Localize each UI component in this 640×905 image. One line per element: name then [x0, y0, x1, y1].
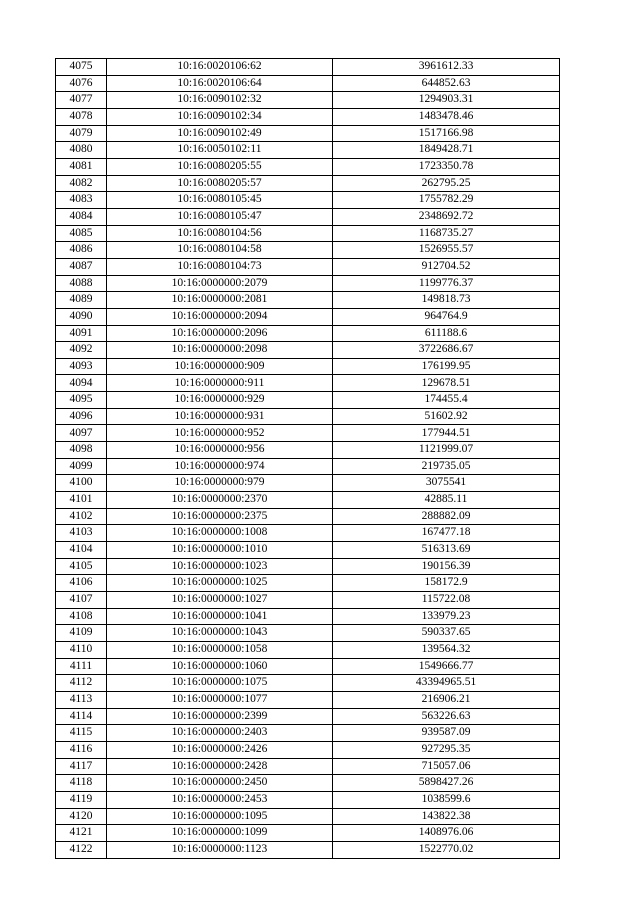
value-cell: 715057.06 — [333, 758, 560, 775]
table-row — [56, 542, 560, 559]
row-number-cell: 4104 — [56, 542, 107, 559]
table-row — [56, 158, 560, 175]
cadastral-number-cell: 10:16:0000000:1075 — [107, 675, 333, 692]
cadastral-number-cell: 10:16:0000000:929 — [107, 392, 333, 409]
cadastral-number-cell: 10:16:0000000:2370 — [107, 492, 333, 509]
table-row — [56, 525, 560, 542]
table-row — [56, 442, 560, 459]
table-row — [56, 475, 560, 492]
cadastral-number-cell: 10:16:0000000:2450 — [107, 775, 333, 792]
table-row — [56, 242, 560, 259]
cadastral-number-cell: 10:16:0090102:34 — [107, 108, 333, 125]
row-number-cell: 4087 — [56, 258, 107, 275]
table-row — [56, 675, 560, 692]
cadastral-number-cell: 10:16:0000000:2094 — [107, 308, 333, 325]
cadastral-number-cell: 10:16:0000000:1077 — [107, 691, 333, 708]
cadastral-number-cell: 10:16:0020106:62 — [107, 59, 333, 76]
table-row — [56, 825, 560, 842]
row-number-cell: 4095 — [56, 392, 107, 409]
row-number-cell: 4120 — [56, 808, 107, 825]
cadastral-number-cell: 10:16:0000000:1041 — [107, 608, 333, 625]
cadastral-number-cell: 10:16:0000000:2375 — [107, 508, 333, 525]
row-number-cell: 4076 — [56, 75, 107, 92]
row-number-cell: 4097 — [56, 425, 107, 442]
row-number-cell: 4092 — [56, 342, 107, 359]
table-row — [56, 741, 560, 758]
cadastral-number-cell: 10:16:0000000:2079 — [107, 275, 333, 292]
table-row — [56, 641, 560, 658]
row-number-cell: 4091 — [56, 325, 107, 342]
row-number-cell: 4122 — [56, 841, 107, 858]
value-cell: 563226.63 — [333, 708, 560, 725]
table-row — [56, 508, 560, 525]
row-number-cell: 4098 — [56, 442, 107, 459]
cadastral-number-cell: 10:16:0000000:1123 — [107, 841, 333, 858]
value-cell: 288882.09 — [333, 508, 560, 525]
value-cell: 590337.65 — [333, 625, 560, 642]
table-row — [56, 258, 560, 275]
row-number-cell: 4103 — [56, 525, 107, 542]
row-number-cell: 4082 — [56, 175, 107, 192]
value-cell: 262795.25 — [333, 175, 560, 192]
table-row — [56, 775, 560, 792]
table-row — [56, 308, 560, 325]
table-row — [56, 192, 560, 209]
row-number-cell: 4094 — [56, 375, 107, 392]
table-row — [56, 841, 560, 858]
value-cell: 939587.09 — [333, 725, 560, 742]
value-cell: 216906.21 — [333, 691, 560, 708]
table-row — [56, 558, 560, 575]
cadastral-number-cell: 10:16:0000000:1058 — [107, 641, 333, 658]
cadastral-number-cell: 10:16:0000000:2081 — [107, 292, 333, 309]
cadastral-number-cell: 10:16:0000000:974 — [107, 458, 333, 475]
table-row — [56, 725, 560, 742]
table-row — [56, 342, 560, 359]
cadastral-number-cell: 10:16:0000000:956 — [107, 442, 333, 459]
value-cell: 1526955.57 — [333, 242, 560, 259]
table-row — [56, 292, 560, 309]
cadastral-number-cell: 10:16:0000000:911 — [107, 375, 333, 392]
value-cell: 1549666.77 — [333, 658, 560, 675]
cadastral-number-cell: 10:16:0000000:2096 — [107, 325, 333, 342]
value-cell: 190156.39 — [333, 558, 560, 575]
value-cell: 51602.92 — [333, 408, 560, 425]
cadastral-number-cell: 10:16:0000000:979 — [107, 475, 333, 492]
table-body — [56, 59, 560, 859]
row-number-cell: 4079 — [56, 125, 107, 142]
table-row — [56, 325, 560, 342]
value-cell: 43394965.51 — [333, 675, 560, 692]
value-cell: 174455.4 — [333, 392, 560, 409]
value-cell: 158172.9 — [333, 575, 560, 592]
table-row — [56, 175, 560, 192]
cadastral-number-cell: 10:16:0000000:2453 — [107, 791, 333, 808]
table-row — [56, 225, 560, 242]
row-number-cell: 4119 — [56, 791, 107, 808]
value-cell: 1038599.6 — [333, 791, 560, 808]
value-cell: 167477.18 — [333, 525, 560, 542]
row-number-cell: 4107 — [56, 592, 107, 609]
row-number-cell: 4075 — [56, 59, 107, 76]
row-number-cell: 4114 — [56, 708, 107, 725]
row-number-cell: 4077 — [56, 92, 107, 109]
table-row — [56, 691, 560, 708]
cadastral-number-cell: 10:16:0000000:2399 — [107, 708, 333, 725]
table-row — [56, 808, 560, 825]
table-row — [56, 125, 560, 142]
row-number-cell: 4099 — [56, 458, 107, 475]
value-cell: 143822.38 — [333, 808, 560, 825]
table-row — [56, 758, 560, 775]
table-row — [56, 425, 560, 442]
table-row — [56, 275, 560, 292]
cadastral-number-cell: 10:16:0020106:64 — [107, 75, 333, 92]
value-cell: 1849428.71 — [333, 142, 560, 159]
row-number-cell: 4121 — [56, 825, 107, 842]
table-row — [56, 575, 560, 592]
table-row — [56, 375, 560, 392]
table-row — [56, 75, 560, 92]
row-number-cell: 4100 — [56, 475, 107, 492]
table-row — [56, 708, 560, 725]
row-number-cell: 4093 — [56, 358, 107, 375]
cadastral-number-cell: 10:16:0080205:55 — [107, 158, 333, 175]
value-cell: 42885.11 — [333, 492, 560, 509]
row-number-cell: 4101 — [56, 492, 107, 509]
table-row — [56, 791, 560, 808]
table-row — [56, 358, 560, 375]
cadastral-number-cell: 10:16:0000000:1095 — [107, 808, 333, 825]
cadastral-number-cell: 10:16:0000000:1027 — [107, 592, 333, 609]
table-row — [56, 408, 560, 425]
value-cell: 176199.95 — [333, 358, 560, 375]
table-row — [56, 592, 560, 609]
row-number-cell: 4116 — [56, 741, 107, 758]
cadastral-number-cell: 10:16:0000000:1099 — [107, 825, 333, 842]
row-number-cell: 4084 — [56, 208, 107, 225]
row-number-cell: 4096 — [56, 408, 107, 425]
cadastral-number-cell: 10:16:0000000:952 — [107, 425, 333, 442]
cadastral-number-cell: 10:16:0090102:49 — [107, 125, 333, 142]
cadastral-number-cell: 10:16:0000000:2098 — [107, 342, 333, 359]
value-cell: 5898427.26 — [333, 775, 560, 792]
cadastral-number-cell: 10:16:0000000:1010 — [107, 542, 333, 559]
cadastral-number-cell: 10:16:0000000:1060 — [107, 658, 333, 675]
value-cell: 1483478.46 — [333, 108, 560, 125]
cadastral-number-cell: 10:16:0050102:11 — [107, 142, 333, 159]
cadastral-number-cell: 10:16:0000000:1043 — [107, 625, 333, 642]
value-cell: 1723350.78 — [333, 158, 560, 175]
row-number-cell: 4089 — [56, 292, 107, 309]
row-number-cell: 4109 — [56, 625, 107, 642]
row-number-cell: 4090 — [56, 308, 107, 325]
value-cell: 129678.51 — [333, 375, 560, 392]
value-cell: 3075541 — [333, 475, 560, 492]
value-cell: 1121999.07 — [333, 442, 560, 459]
value-cell: 219735.05 — [333, 458, 560, 475]
table-row — [56, 59, 560, 76]
table-row — [56, 142, 560, 159]
cadastral-number-cell: 10:16:0090102:32 — [107, 92, 333, 109]
table-row — [56, 108, 560, 125]
value-cell: 1199776.37 — [333, 275, 560, 292]
row-number-cell: 4086 — [56, 242, 107, 259]
cadastral-number-cell: 10:16:0000000:1023 — [107, 558, 333, 575]
value-cell: 644852.63 — [333, 75, 560, 92]
cadastral-number-cell: 10:16:0080104:56 — [107, 225, 333, 242]
cadastral-number-cell: 10:16:0080105:45 — [107, 192, 333, 209]
cadastral-number-cell: 10:16:0080105:47 — [107, 208, 333, 225]
row-number-cell: 4083 — [56, 192, 107, 209]
row-number-cell: 4115 — [56, 725, 107, 742]
row-number-cell: 4110 — [56, 641, 107, 658]
cadastral-number-cell: 10:16:0000000:2403 — [107, 725, 333, 742]
value-cell: 177944.51 — [333, 425, 560, 442]
value-cell: 912704.52 — [333, 258, 560, 275]
value-cell: 2348692.72 — [333, 208, 560, 225]
row-number-cell: 4102 — [56, 508, 107, 525]
value-cell: 1408976.06 — [333, 825, 560, 842]
value-cell: 1168735.27 — [333, 225, 560, 242]
cadastral-number-cell: 10:16:0000000:1008 — [107, 525, 333, 542]
table-row — [56, 92, 560, 109]
value-cell: 115722.08 — [333, 592, 560, 609]
row-number-cell: 4088 — [56, 275, 107, 292]
value-cell: 611188.6 — [333, 325, 560, 342]
row-number-cell: 4113 — [56, 691, 107, 708]
table-row — [56, 208, 560, 225]
table-row — [56, 458, 560, 475]
value-cell: 149818.73 — [333, 292, 560, 309]
row-number-cell: 4108 — [56, 608, 107, 625]
value-cell: 964764.9 — [333, 308, 560, 325]
row-number-cell: 4111 — [56, 658, 107, 675]
table-row — [56, 392, 560, 409]
cadastral-number-cell: 10:16:0000000:909 — [107, 358, 333, 375]
table-row — [56, 625, 560, 642]
value-cell: 927295.35 — [333, 741, 560, 758]
row-number-cell: 4117 — [56, 758, 107, 775]
row-number-cell: 4118 — [56, 775, 107, 792]
value-cell: 3961612.33 — [333, 59, 560, 76]
table-row — [56, 658, 560, 675]
row-number-cell: 4085 — [56, 225, 107, 242]
cadastral-number-cell: 10:16:0000000:931 — [107, 408, 333, 425]
row-number-cell: 4080 — [56, 142, 107, 159]
cadastral-number-cell: 10:16:0080104:58 — [107, 242, 333, 259]
value-cell: 3722686.67 — [333, 342, 560, 359]
value-cell: 133979.23 — [333, 608, 560, 625]
table-row — [56, 608, 560, 625]
table-row — [56, 492, 560, 509]
value-cell: 1294903.31 — [333, 92, 560, 109]
row-number-cell: 4106 — [56, 575, 107, 592]
cadastral-number-cell: 10:16:0080205:57 — [107, 175, 333, 192]
cadastral-number-cell: 10:16:0000000:2426 — [107, 741, 333, 758]
value-cell: 1517166.98 — [333, 125, 560, 142]
value-cell: 1522770.02 — [333, 841, 560, 858]
row-number-cell: 4078 — [56, 108, 107, 125]
row-number-cell: 4081 — [56, 158, 107, 175]
value-cell: 516313.69 — [333, 542, 560, 559]
row-number-cell: 4105 — [56, 558, 107, 575]
cadastral-number-cell: 10:16:0000000:1025 — [107, 575, 333, 592]
cadastral-value-table — [55, 58, 560, 859]
value-cell: 139564.32 — [333, 641, 560, 658]
cadastral-number-cell: 10:16:0080104:73 — [107, 258, 333, 275]
row-number-cell: 4112 — [56, 675, 107, 692]
value-cell: 1755782.29 — [333, 192, 560, 209]
cadastral-number-cell: 10:16:0000000:2428 — [107, 758, 333, 775]
